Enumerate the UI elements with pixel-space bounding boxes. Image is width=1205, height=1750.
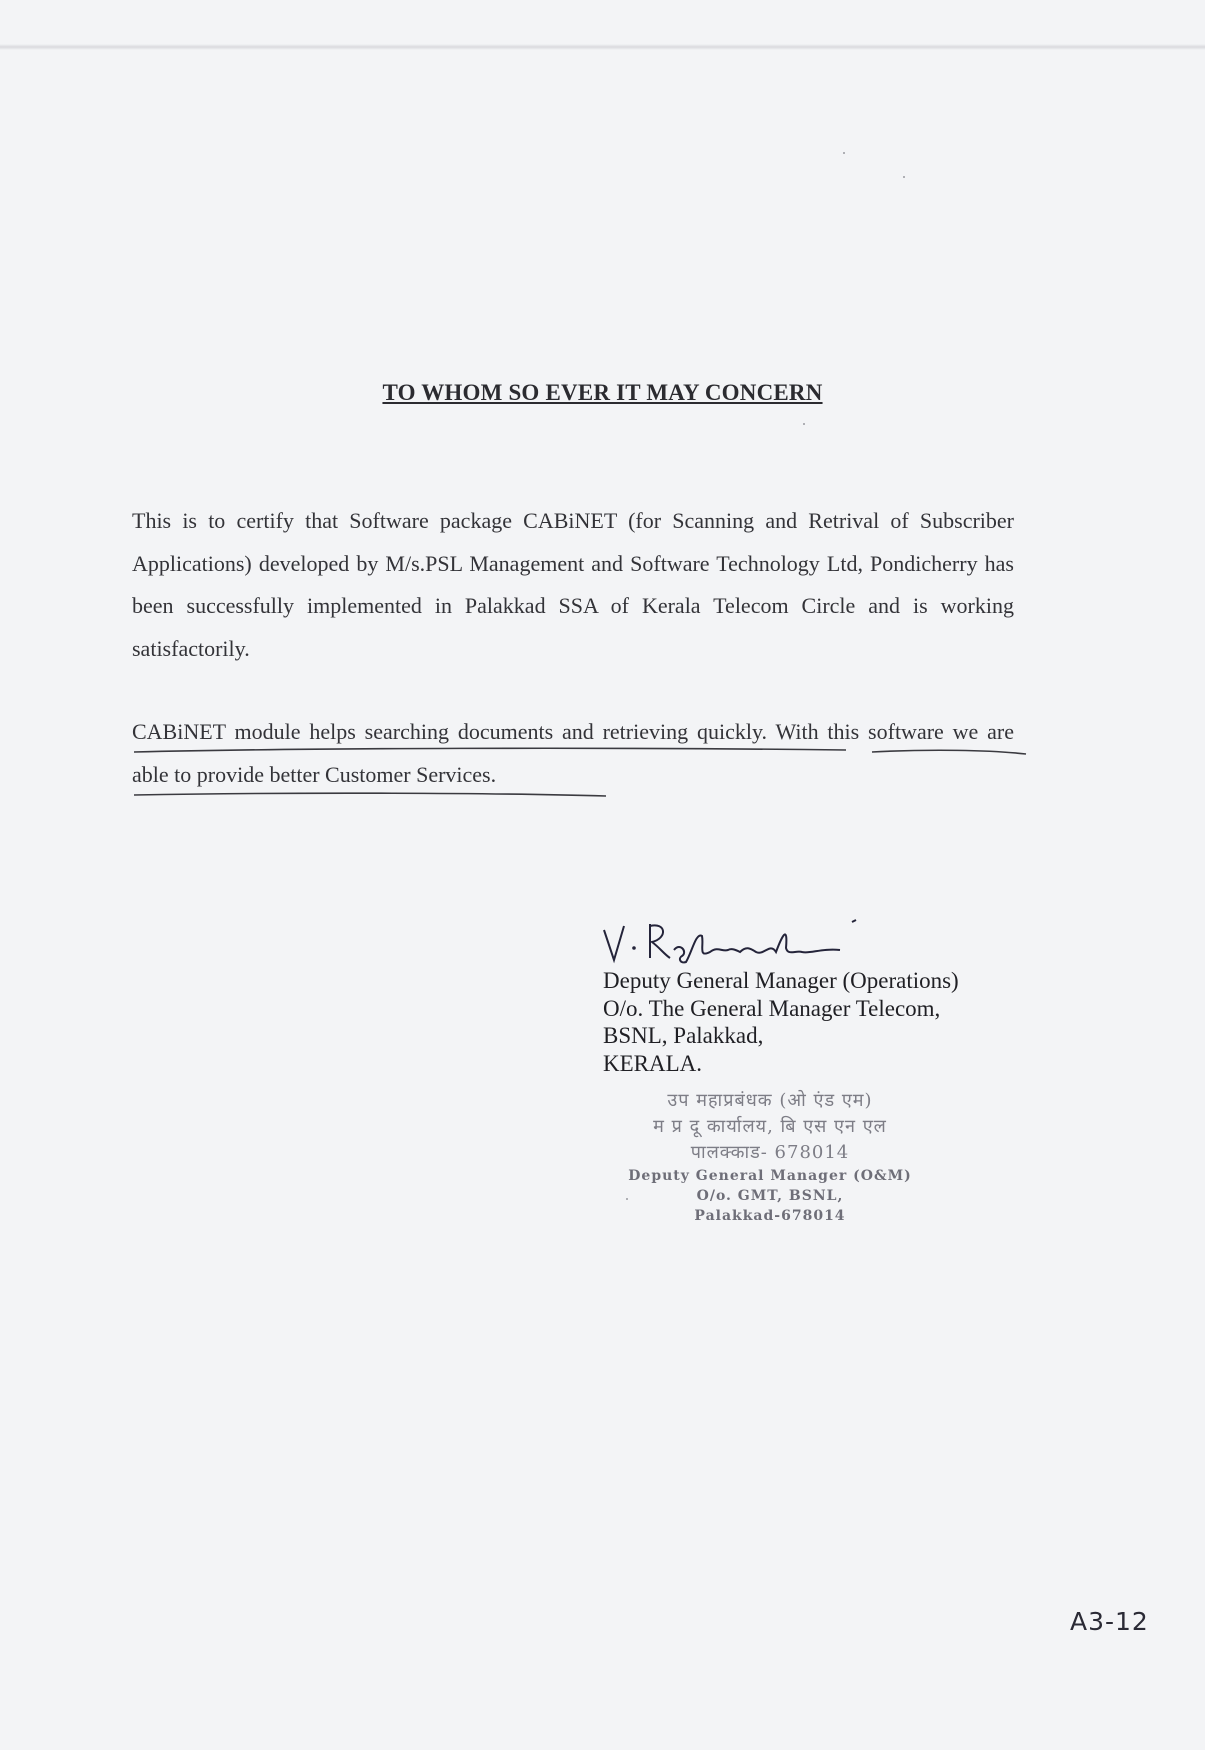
letter-heading: TO WHOM SO EVER IT MAY CONCERN (382, 380, 823, 405)
stamp-hindi-line-1: उप महाप्रबंधक (ओ एंड एम) (667, 1090, 873, 1111)
scan-speck (803, 423, 805, 425)
stamp-hindi-line-3: पालक्काड- 678014 (690, 1142, 850, 1163)
signatory-office: O/o. The General Manager Telecom, (603, 995, 941, 1021)
handwritten-signature (600, 912, 880, 972)
scan-speck (626, 1198, 628, 1200)
page-number: A3-12 (1070, 1607, 1149, 1636)
signatory-state: KERALA. (603, 1050, 703, 1076)
official-stamp (600, 1088, 940, 1226)
stamp-hindi-line-2: म प्र दू कार्यालय, बि एस एन एल (653, 1116, 887, 1137)
signatory-block (603, 967, 959, 1077)
signatory-location: BSNL, Palakkad, (603, 1023, 764, 1048)
benefit-paragraph: CABiNET module helps searching documents and retrieving quickly. With this software we are able to provide better Customer Services. (132, 719, 1014, 787)
stamp-english-line-2: O/o. GMT, BSNL, (696, 1188, 844, 1204)
stamp-english-line-1: Deputy General Manager (O&M) (628, 1168, 912, 1184)
signatory-title: Deputy General Manager (Operations) (603, 968, 959, 993)
stamp-english-line-3: Palakkad-678014 (694, 1208, 846, 1224)
scan-speck (903, 176, 905, 178)
scan-speck (843, 152, 845, 154)
certification-paragraph: This is to certify that Software package CABiNET (for Scanning and Retrival of Subscriber Applications) developed by M/s.PSL Management and Software Technology Ltd, Pondicherry has been successfully implemented in Palakkad SSA of Kerala Telecom Circle and is working satisfactorily. (132, 508, 1014, 661)
